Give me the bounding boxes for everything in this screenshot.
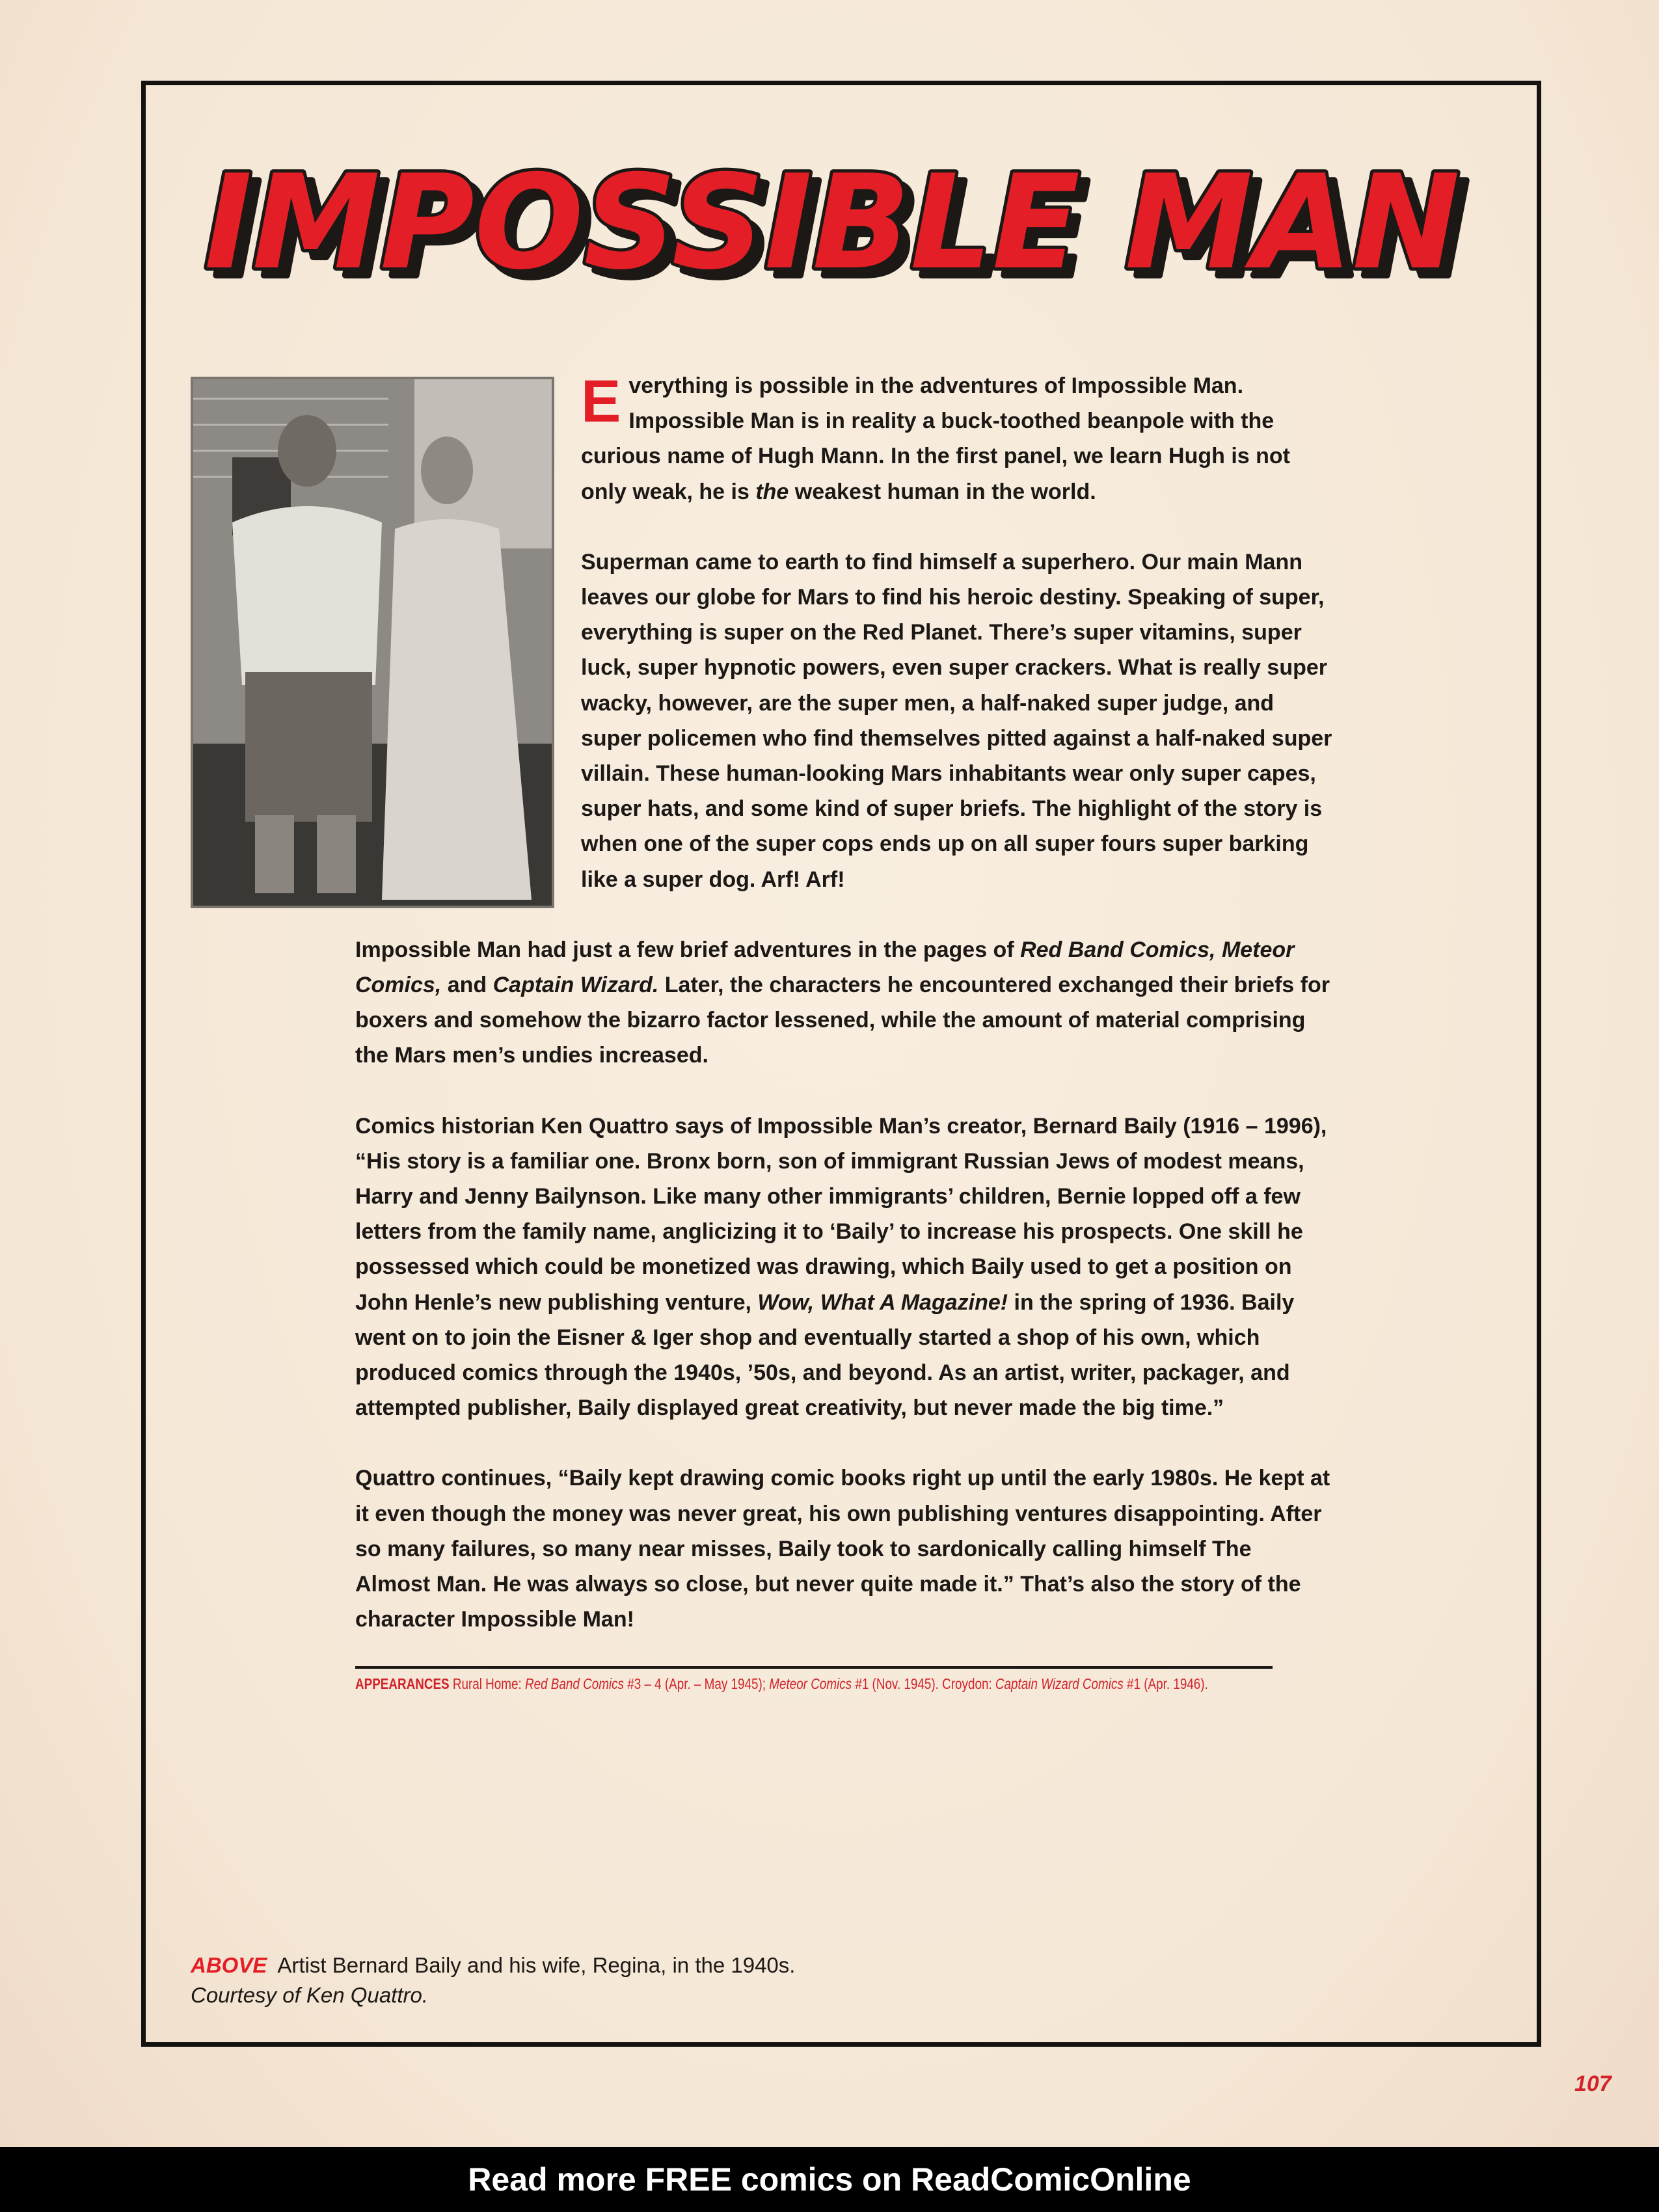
- drop-cap: E: [581, 368, 621, 435]
- appearances-divider: [355, 1666, 1273, 1669]
- text-run: in the spring of 1936. Baily went on to join the Eisner & Iger shop and eventually started a shop of his own, which produced comics through the 1940s, ’50s, and beyond. As an artist, writer, packager, and attempted publisher, Baily displayed great creativity, but never made the big time.”: [355, 1289, 1295, 1421]
- italic-title: Captain Wizard Comics: [995, 1675, 1124, 1692]
- title-text: IMPOSSIBLE MAN: [204, 147, 1460, 299]
- text-run: Comics historian Ken Quattro says of Impossible Man’s creator, Bernard Baily (1916 – 1996), “His story is a familiar one. Bronx born, son of immigrant Russian Jews of modest means, Harry and Jenny Bailynson. Like many other immigrants’ children, Bernie lopped off a few letters from the family name, anglicizing it to ‘Baily’ to increase his prospects. One skill he possessed which could be monetized was drawing, which Baily used to get a position on John Henle’s new publishing venture,: [355, 1113, 1327, 1315]
- text-run: verything is possible in the adventures of Impossible Man. Impossible Man is in reality a buck-toothed beanpole with the curious name of Hugh Mann. In the first panel, we learn Hugh is not only weak, he is: [581, 373, 1290, 504]
- article: [191, 368, 1336, 1693]
- text-run: #1 (Nov. 1945). Croydon:: [852, 1675, 995, 1692]
- caption-text: Artist Bernard Baily and his wife, Regina, in the 1940s.: [277, 1953, 796, 1977]
- text-run: Rural Home:: [449, 1675, 525, 1692]
- page-title: [195, 140, 1490, 299]
- italic-title: Meteor Comics: [769, 1675, 852, 1692]
- italic-title: Wow, What A Magazine!: [757, 1289, 1008, 1315]
- paragraph: [581, 368, 1336, 509]
- caption-credit: Courtesy of Ken Quattro.: [191, 1983, 429, 2007]
- appearances-label: APPEARANCES: [355, 1675, 450, 1692]
- text-run: Later, the characters he encountered exchanged their briefs for boxers and somehow the bizarro factor lessened, while the amount of material comprising the Mars men’s undies increased.: [355, 973, 1330, 1068]
- text-run: #3 – 4 (Apr. – May 1945);: [623, 1675, 770, 1692]
- text-run: weakest human in the world.: [789, 479, 1096, 504]
- caption-label: ABOVE: [191, 1953, 267, 1977]
- footer-banner[interactable]: Read more FREE comics on ReadComicOnline: [0, 2147, 1659, 2212]
- text-run: Impossible Man had just a few brief adventures in the pages of: [355, 937, 1021, 962]
- main-text: [355, 932, 1331, 1638]
- text-run: #1 (Apr. 1946).: [1123, 1675, 1208, 1692]
- italic-title: Red Band Comics,: [1020, 937, 1216, 962]
- italic-title: Meteor Comics,: [355, 937, 1295, 998]
- paragraph: [355, 932, 1331, 1073]
- italic-title: Red Band Comics: [524, 1675, 624, 1692]
- page-number: 107: [1574, 2071, 1612, 2096]
- intro-text: [581, 368, 1336, 932]
- paragraph: [355, 1461, 1331, 1637]
- italic-title: the: [755, 479, 789, 504]
- text-run: [1215, 937, 1221, 962]
- italic-title: Captain Wizard.: [492, 973, 659, 998]
- text-run: Quattro continues, “Baily kept drawing comic books right up until the early 1980s. He kept at it even though the money was never great, his own publishing ventures disappointing. After so many failures, so many near misses, Baily took to sardonically calling himself The Almost Man. He was always so close, but never quite made it.” That’s also the story of the character Impossible Man!: [355, 1466, 1330, 1632]
- paragraph: [355, 1109, 1331, 1426]
- text-run: and: [441, 973, 493, 998]
- photo-bernard-baily-and-regina: [191, 377, 554, 908]
- photo-caption: [191, 1950, 795, 2010]
- appearances-line: [355, 1674, 1208, 1693]
- text-run: Superman came to earth to find himself a superhero. Our main Mann leaves our globe for Mars to find his heroic destiny. Speaking of super, everything is super on the Red Planet. There’s super vitamins, super luck, super hypnotic powers, even super crackers. What is really super wacky, however, are the super men, a half-naked super judge, and super policemen who find themselves pitted against a half-naked super villain. These human-looking Mars inhabitants wear only super capes, super hats, and some kind of super briefs. The highlight of the story is when one of the super cops ends up on all super fours super barking like a super dog. Arf! Arf!: [581, 549, 1332, 892]
- paragraph: [581, 545, 1336, 897]
